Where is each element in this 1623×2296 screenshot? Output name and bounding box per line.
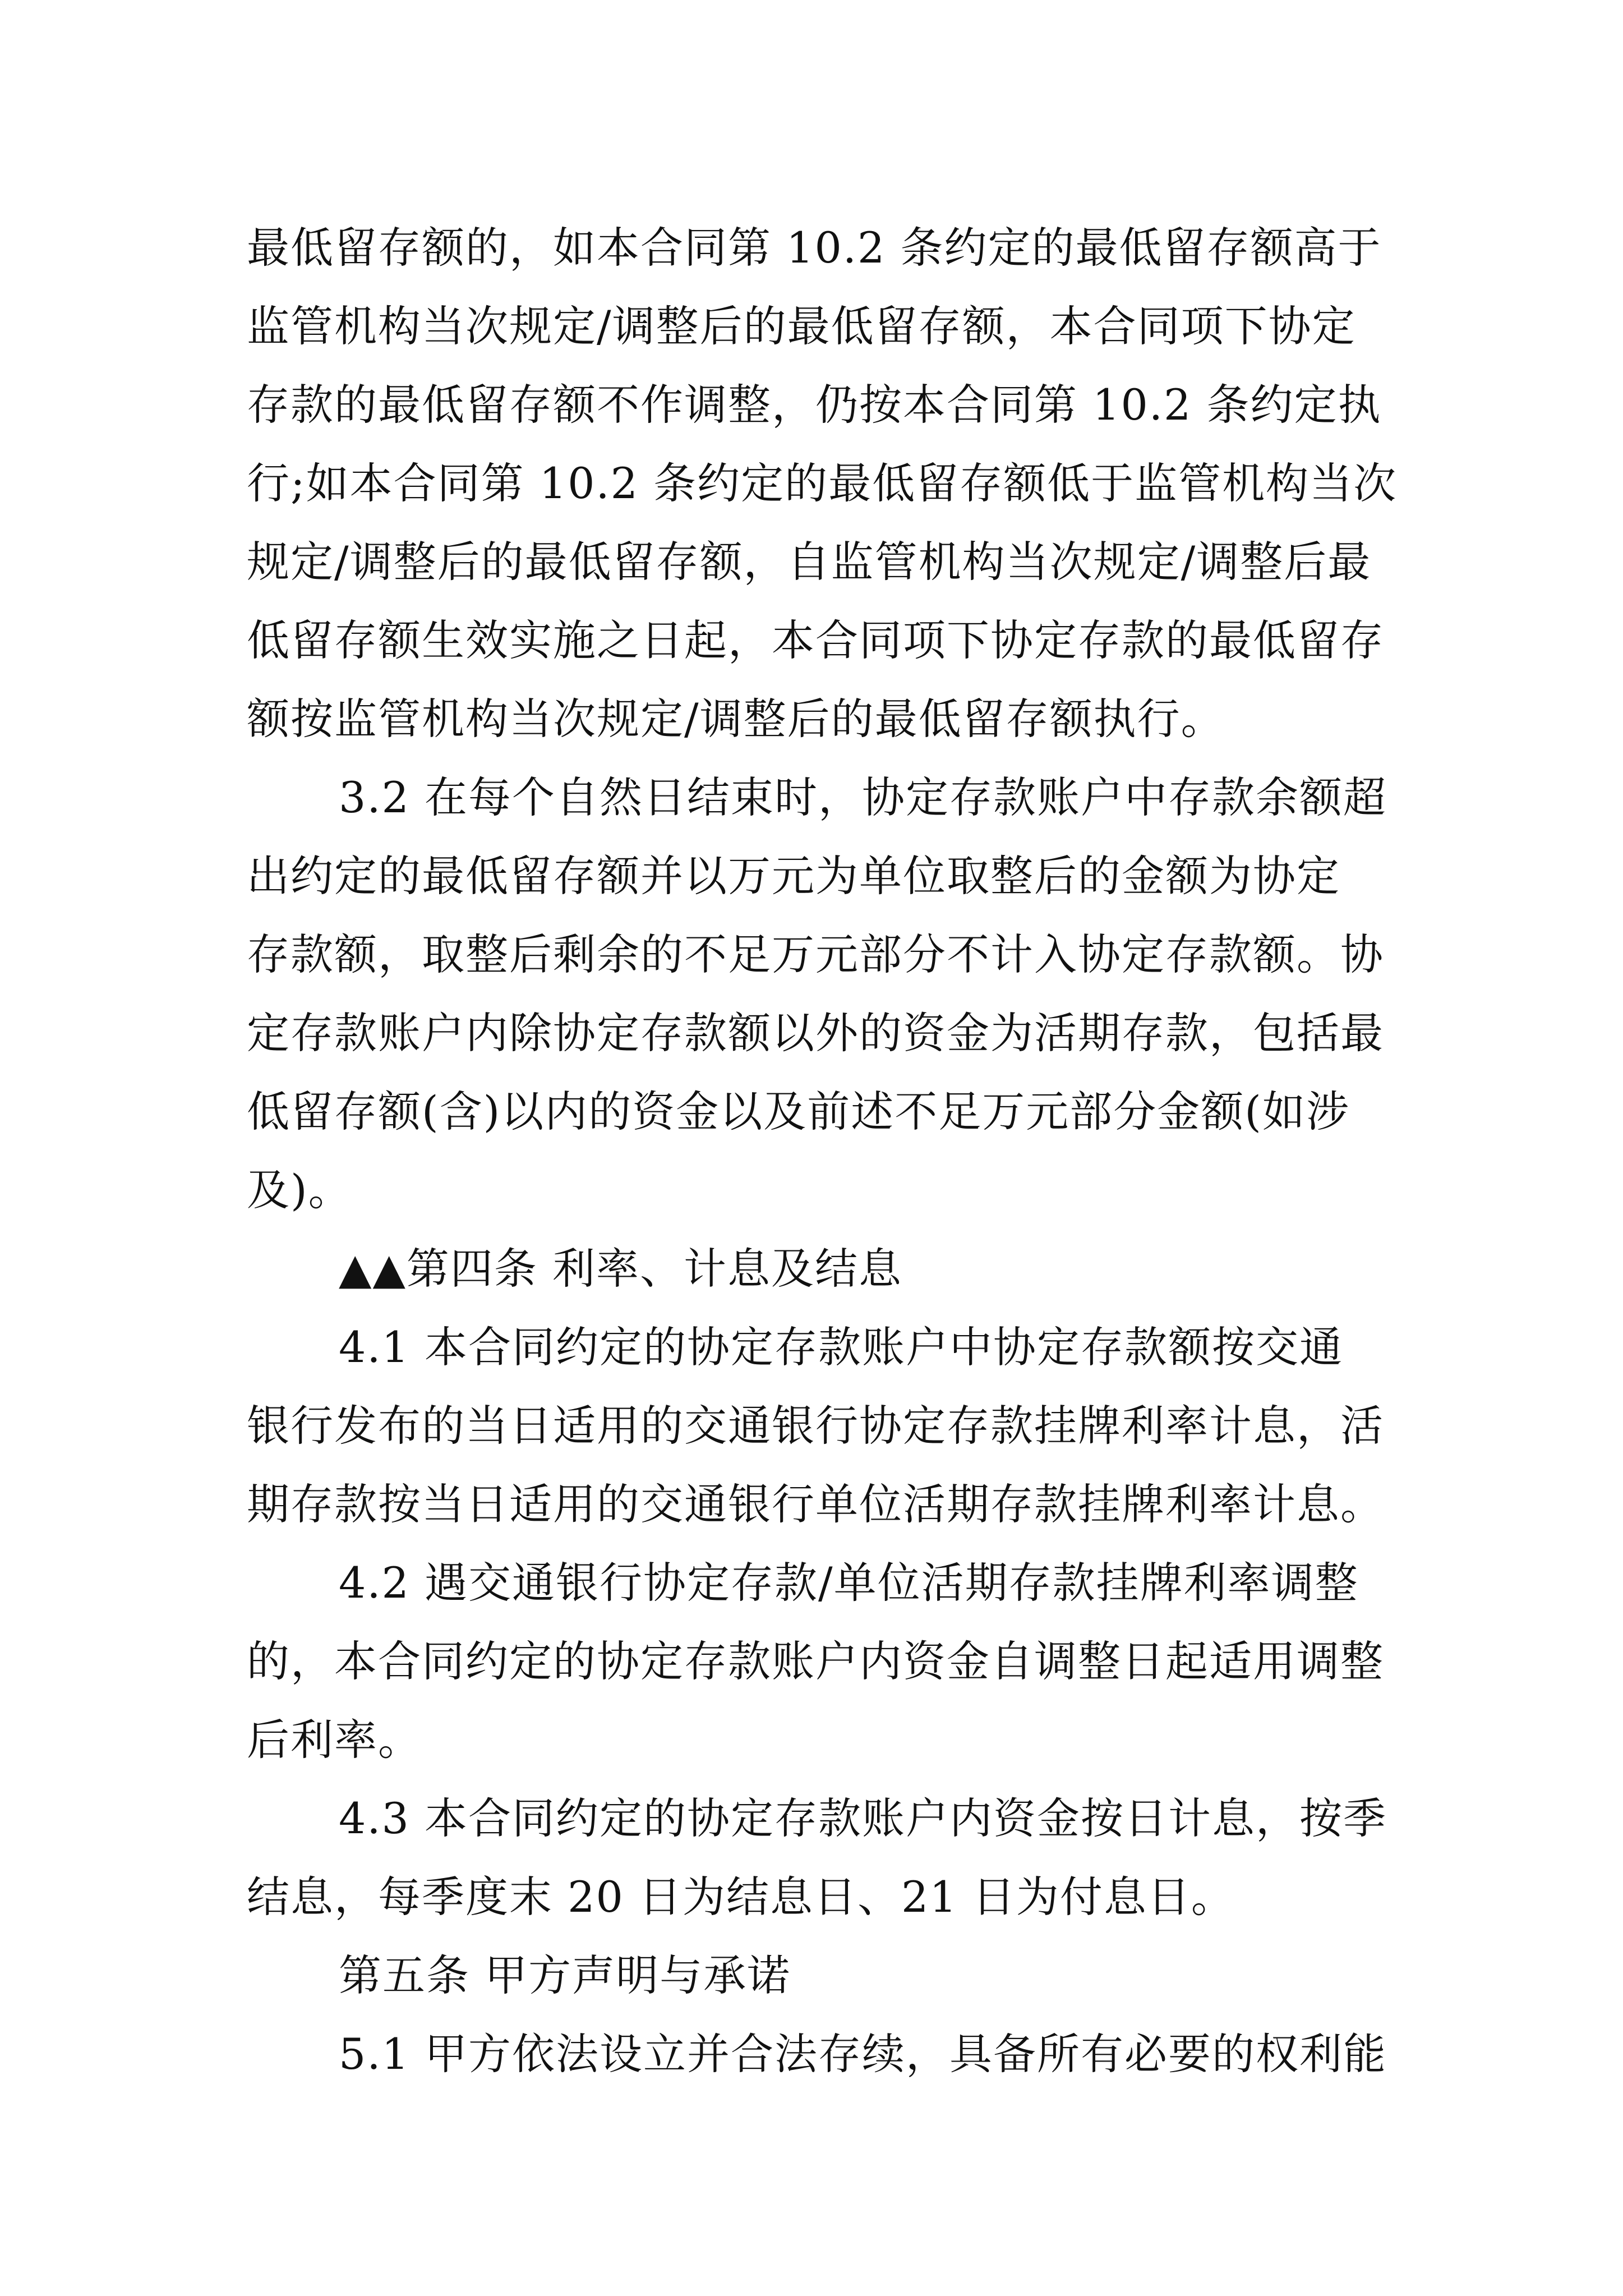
paragraph-line: 行;如本合同第 10.2 条约定的最低留存额低于监管机构当次 — [247, 458, 1398, 508]
paragraph-line: 结息，每季度末 20 日为结息日、21 日为付息日。 — [247, 1872, 1235, 1922]
paragraph-line: 4.2 遇交通银行协定存款/单位活期存款挂牌利率调整 — [339, 1558, 1359, 1608]
paragraph-line: 5.1 甲方依法设立并合法存续，具备所有必要的权利能 — [339, 2029, 1387, 2079]
paragraph-line: 额按监管机构当次规定/调整后的最低留存额执行。 — [247, 694, 1225, 744]
paragraph-line: 存款的最低留存额不作调整，仍按本合同第 10.2 条约定执 — [247, 380, 1382, 430]
section-heading: 第五条 甲方声明与承诺 — [339, 1950, 791, 2000]
paragraph-line: 低留存额(含)以内的资金以及前述不足万元部分金额(如涉 — [247, 1087, 1350, 1137]
section-heading: ▲▲第四条 利率、计息及结息 — [339, 1244, 903, 1294]
paragraph-line: 存款额，取整后剩余的不足万元部分不计入协定存款额。协 — [247, 930, 1384, 979]
paragraph-line: 期存款按当日适用的交通银行单位活期存款挂牌利率计息。 — [247, 1479, 1384, 1529]
paragraph-line: 定存款账户内除协定存款额以外的资金为活期存款，包括最 — [247, 1008, 1384, 1058]
paragraph-line: 的，本合同约定的协定存款账户内资金自调整日起适用调整 — [247, 1636, 1384, 1686]
paragraph-line: 规定/调整后的最低留存额，自监管机构当次规定/调整后最 — [247, 537, 1372, 587]
paragraph-line: 最低留存额的，如本合同第 10.2 条约定的最低留存额高于 — [247, 223, 1382, 273]
paragraph-line: 4.1 本合同约定的协定存款账户中协定存款额按交通 — [339, 1322, 1344, 1372]
paragraph-line: 低留存额生效实施之日起，本合同项下协定存款的最低留存 — [247, 615, 1384, 665]
paragraph-line: 3.2 在每个自然日结束时，协定存款账户中存款余额超 — [339, 772, 1387, 822]
paragraph-line: 后利率。 — [247, 1715, 422, 1765]
paragraph-line: 出约定的最低留存额并以万元为单位取整后的金额为协定 — [247, 851, 1340, 901]
paragraph-line: 及)。 — [247, 1165, 352, 1215]
paragraph-line: 4.3 本合同约定的协定存款账户内资金按日计息，按季 — [339, 1793, 1387, 1843]
paragraph-line: 监管机构当次规定/调整后的最低留存额，本合同项下协定 — [247, 301, 1356, 351]
paragraph-line: 银行发布的当日适用的交通银行协定存款挂牌利率计息，活 — [247, 1401, 1384, 1451]
